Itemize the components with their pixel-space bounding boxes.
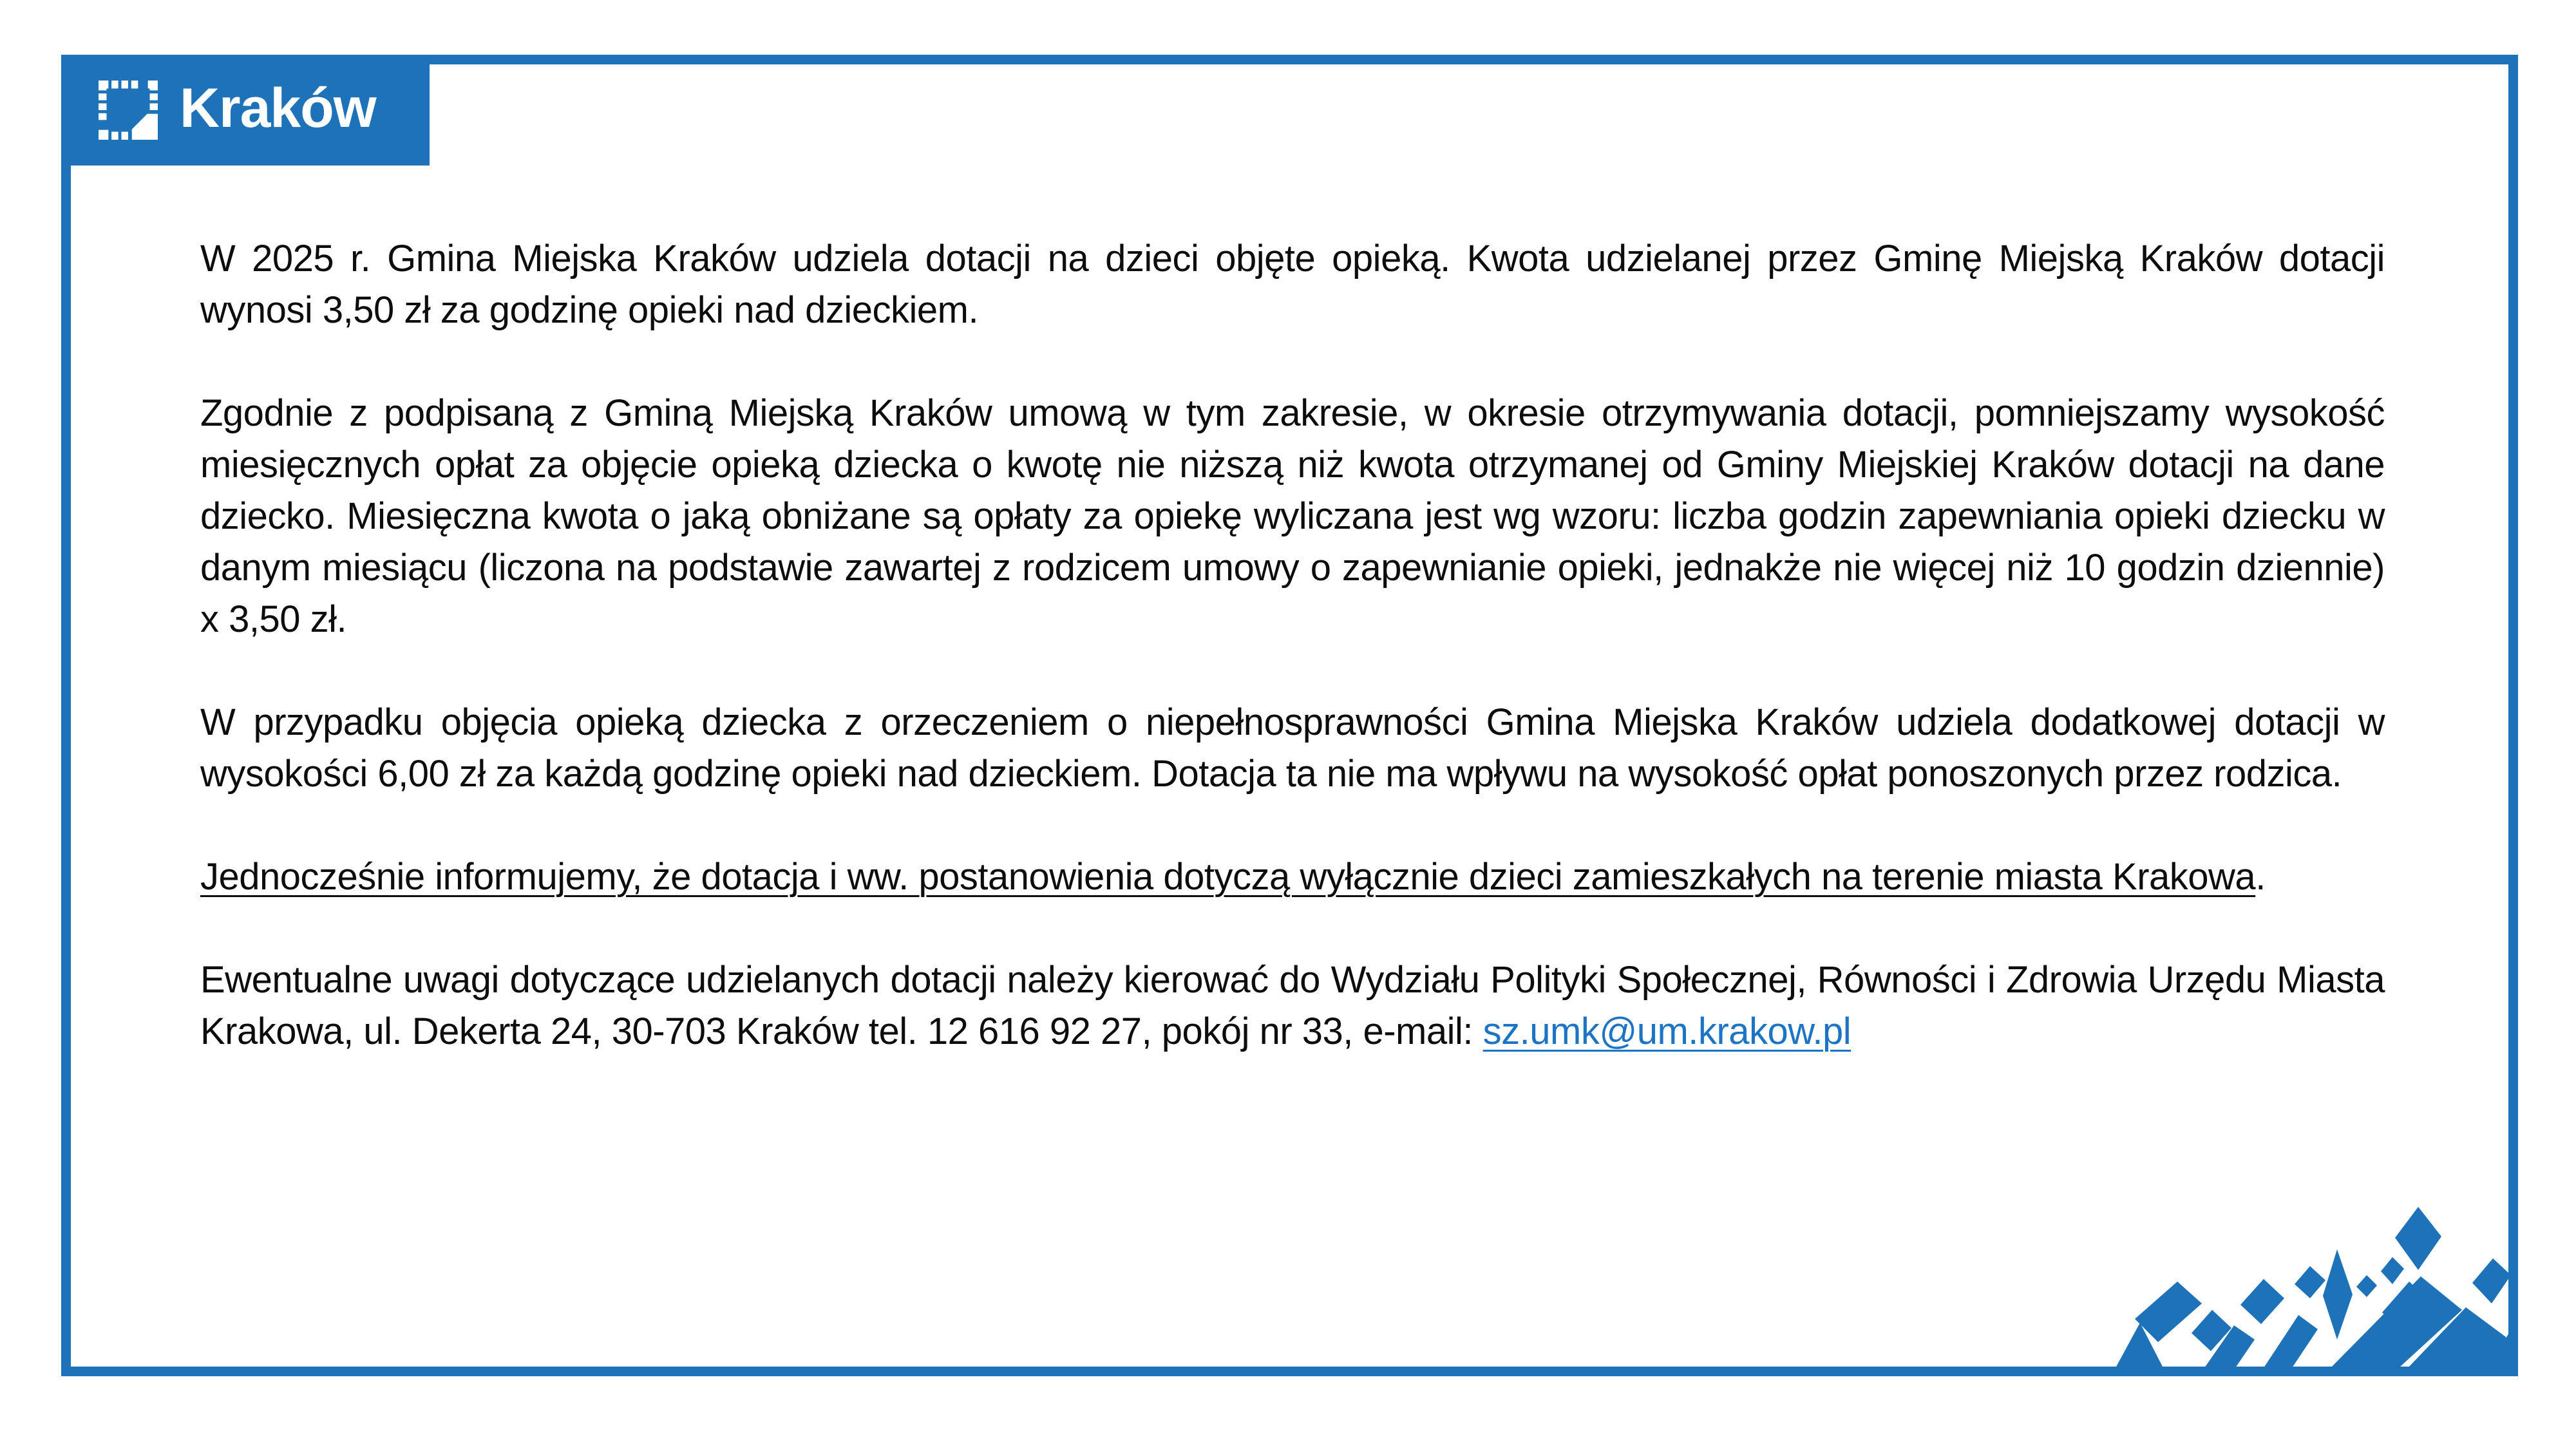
paragraph-intro: W 2025 r. Gmina Miejska Kraków udziela dotacji na dzieci objęte opieką. Kwota udzielanej przez Gminę Miejską Kraków dotacji wynosi 3,50 zł za godzinę opieki nad dzieckiem. <box>200 238 2385 331</box>
paragraph-agreement: Zgodnie z podpisaną z Gminą Miejską Kraków umową w tym zakresie, w okresie otrzymywania dotacji, pomniejszamy wysokość miesięcznych opłat za objęcie opieką dziecka o kwotę nie niższą niż kwota otrzymanej od Gminy Miejskiej Kraków dotacji na dane dziecko. Miesięczna kwota o jaką obniżane są opłaty za opiekę wyliczana jest wg wzoru: liczba godzin zapewniania opieki dziecku w danym miesiącu (liczona na podstawie zawartej z rodzicem umowy o zapewnianie opieki, jednakże nie więcej niż 10 godzin dziennie) x 3,50 zł. <box>200 392 2385 640</box>
contact-text: Ewentualne uwagi dotyczące udzielanych dotacji należy kierować do Wydziału Polityki Społecznej, Równości i Zdrowia Urzędu Miasta Krakowa, ul. Dekerta 24, 30-703 Kraków tel. 12 616 92 27, pokój nr 33, e-mail: <box>200 959 2385 1052</box>
krakow-logo-text: Kraków <box>180 77 376 139</box>
paragraph-disability: W przypadku objęcia opieką dziecka z orzeczeniem o niepełnosprawności Gmina Miejska Kraków udziela dodatkowej dotacji w wysokości 6,00 zł za każdą godzinę opieki nad dzieckiem. Dotacja ta nie ma wpływu na wysokość opłat ponoszonych przez rodzica. <box>200 701 2385 795</box>
note-period: . <box>2255 856 2266 898</box>
underlined-note: Jednocześnie informujemy, że dotacja i ww. postanowienia dotyczą wyłącznie dzieci zamieszkałych na terenie miasta Krakowa <box>200 856 2256 898</box>
krakow-logo <box>61 55 430 166</box>
paragraph-contact <box>200 954 2385 1057</box>
document-body <box>200 233 2385 1109</box>
mosaic-shards-graphic <box>2101 1199 2516 1372</box>
krakow-logo-icon <box>99 80 158 140</box>
email-link[interactable]: sz.umk@um.krakow.pl <box>1482 1010 1852 1052</box>
paragraph-residency-note <box>200 851 2385 903</box>
